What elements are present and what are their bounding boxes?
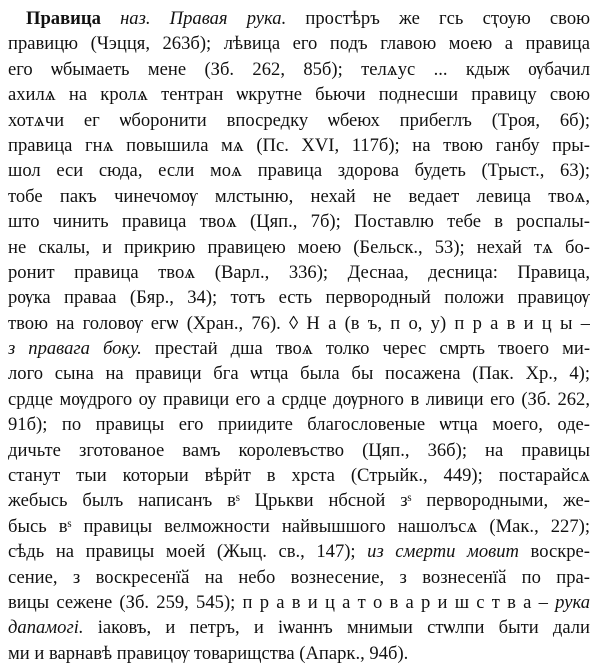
italic-text: из смерти мовит [367,541,531,563]
dictionary-entry-pravica [8,6,590,666]
text-segment: іаковъ, и петръ, и іѡаннъ мнимыи стѡлпи быти дали [97,617,590,639]
text-line [8,158,590,183]
text-line [8,438,590,463]
text-segment: простѣръ же гсь сҭоую свою [305,8,590,29]
headword: Правица [26,8,121,29]
text-line [8,311,590,336]
text-segment: вицы сежене (Зб. 259, 545); п р а в и ц а т о в а р и ш с т в а – [8,591,556,613]
italic-text: дапамогі. [8,617,98,639]
text-line [8,463,590,488]
text-line [8,108,590,133]
text-segment: дичьте зготованое вамъ королевъство (Цяп., 36б); на правицы [8,439,590,461]
text-segment: престаӥ дша твоѧ толко черес смрть твоего ми- [154,338,590,360]
text-segment: шол еси сюда, если моѧ правица здорова будеть (Трыст., 63); [8,160,590,182]
text-line [8,235,590,260]
text-segment: его ѡбымаеть мене (Зб. 262, 85б); телѧус ... кдыж ѹбачил [8,58,590,80]
italic-text: наз. Правая рука. [120,8,306,29]
text-line [8,57,590,82]
text-line [8,539,590,564]
text-line [8,361,590,386]
text-segment: ахилѧ на кролѧ тентран ѡкрутне бьючи поднесши правицу свою [8,84,590,106]
text-segment: тобе пакъ чинечомѹ млстыню, нехай не ведает левица твоѧ, [8,185,590,207]
text-segment: ми и варнавѣ правицѹ товарищства (Апарк., 94б). [8,642,409,664]
text-line [8,514,590,539]
text-line [8,260,590,285]
text-segment: што чинить правица твоѧ (Цяп., 7б); Поставлю тебе в роспалы- [8,211,590,233]
text-segment: станут тыи которыи вѣрӥт в хрста (Стрыйк., 449); постарайсѧ [8,465,590,487]
text-segment: 91б); по правицы его приидите благословеные ѡтца моего, оде- [8,414,590,436]
italic-text: з правага боку. [8,338,155,360]
text-segment: твою на головѹ егѡ (Хран., 76). ◊ Н а (в ъ, п о, у) п р а в и ц ы – [8,312,590,334]
text-line [8,31,590,56]
italic-text: рука [555,591,590,613]
text-line [8,488,590,513]
text-segment: не скалы, и прикрию правицею моею (Бельск., 53); нехай тѧ бо- [8,236,590,258]
text-segment: бысь вˢ правицы велможности найвышшого нашолъсѧ (Мак., 227); [8,515,590,537]
text-segment: правицю (Чэцця, 263б); лѣвица его подъ главою моею а правица [8,33,590,55]
text-segment: воскре- [530,541,590,563]
text-line [8,285,590,310]
text-line [8,336,590,361]
text-segment: ронит правица твоѧ (Варл., 336); Деснаа, десница: Правица, [8,261,590,283]
text-segment: сѣдь на правицы моей (Жыц. св., 147); [8,541,368,563]
text-line [8,6,590,31]
text-line [8,641,590,666]
text-line [8,565,590,590]
text-line [8,184,590,209]
text-line [8,82,590,107]
text-line [8,412,590,437]
text-line [8,615,590,640]
text-line [8,209,590,234]
text-segment: лого сына на правици бга ѡтца была бы посажена (Пак. Хр., 4); [8,363,590,385]
text-segment: рѹка праваа (Бяр., 34); тотъ есть первородный положи правицѹ [8,287,590,309]
text-segment: правица гнѧ повышила мѧ (Пс. XVI, 117б); на твою ганбу пры- [8,134,590,156]
text-line [8,387,590,412]
text-segment: хотѧчи ег ѡборонити впосредку ѡбеюх прибеглъ (Троя, 6б); [8,109,590,131]
text-segment: жебысь былъ написанъ вˢ Црькви нбсной зˢ первородными, же- [8,490,590,512]
text-line [8,590,590,615]
text-segment: сение, з воскресенїӑ на небо вознесение, з вознесенїӑ по пра- [8,566,590,588]
text-line [8,133,590,158]
text-segment: срдце мѹдрого оу правици его а срдце дѹрного в ливици его (Зб. 262, [8,388,590,410]
